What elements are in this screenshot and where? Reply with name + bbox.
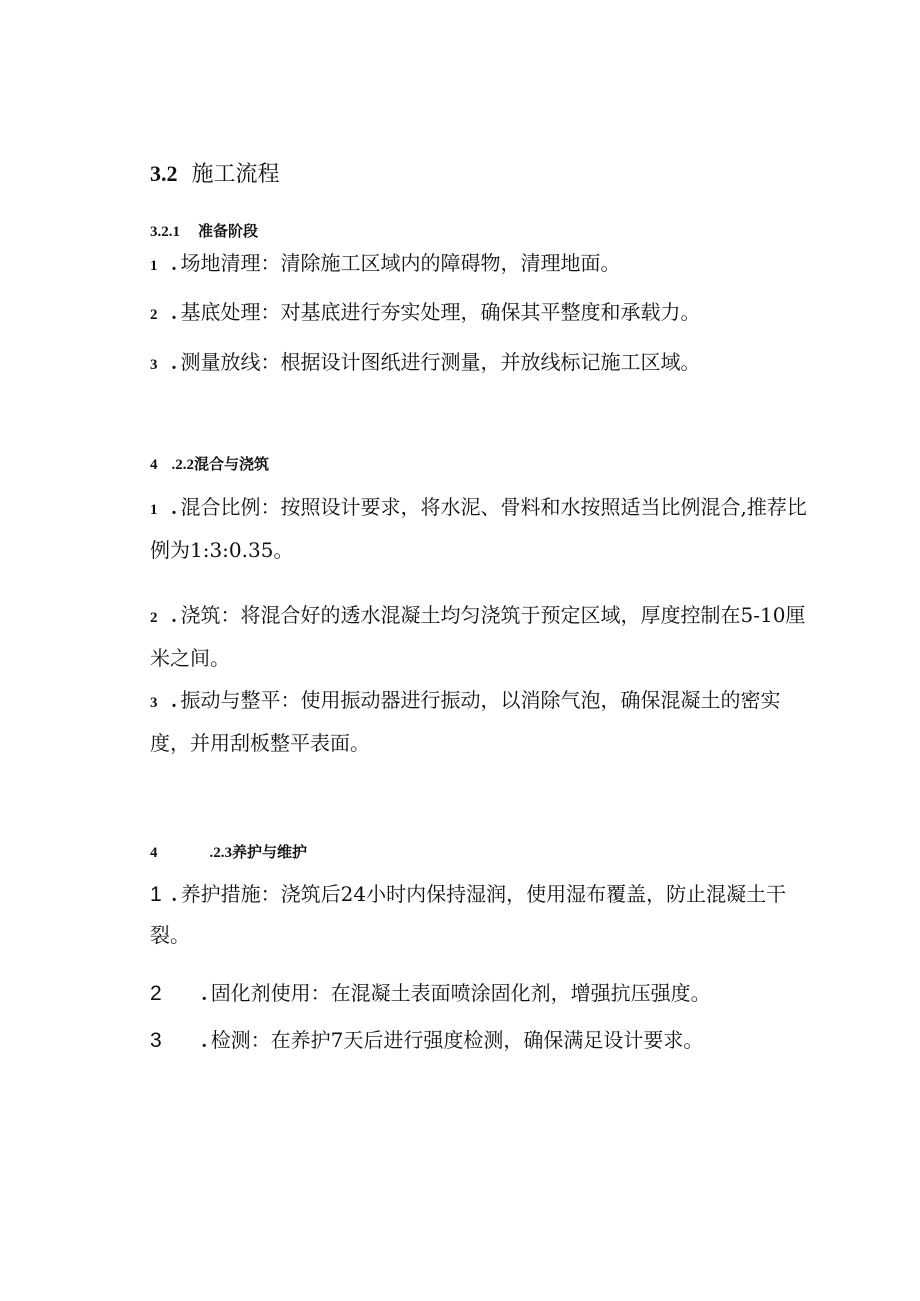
subsection-title: 准备阶段 [198, 222, 259, 240]
item-text: 基底处理：对基底进行夯实处理，确保其平整度和承载力。 [180, 300, 701, 324]
item-number: 3 [150, 357, 158, 373]
item-text: 测量放线：根据设计图纸进行测量，并放线标记施工区域。 [180, 350, 701, 374]
list-item: 2 . 基底处理：对基底进行夯实处理，确保其平整度和承载力。 [150, 299, 701, 328]
subsection-number: 4 [150, 845, 158, 861]
item-text: 固化剂使用：在混凝土表面喷涂固化剂，增强抗压强度。 [210, 981, 711, 1005]
list-item: 1 . 养护措施：浇筑后24小时内保持湿润，使用湿布覆盖，防止混凝土干裂。 [150, 874, 814, 955]
list-item: 1 . 场地清理：清除施工区域内的障碍物，清理地面。 [150, 250, 621, 279]
subsection-heading-curing [150, 840, 307, 865]
subsection-number: 3.2.1 [150, 224, 180, 240]
item-text: 检测：在养护7天后进行强度检测，确保满足设计要求。 [210, 1028, 704, 1052]
subsection-title: 混合与浇筑 [194, 455, 270, 473]
item-number: 3 [150, 1029, 162, 1052]
subsection-title: 养护与维护 [232, 843, 308, 861]
section-number: 3.2 [150, 161, 178, 186]
item-text: 振动与整平：使用振动器进行振动，以消除气泡，确保混凝土的密实度，并用刮板整平表面。 [150, 688, 781, 755]
list-item: 2 . 浇筑：将混合好的透水混凝土均匀浇筑于预定区域，厚度控制在5-10厘米之间。 [150, 595, 814, 678]
list-item: 3 . 振动与整平：使用振动器进行振动，以消除气泡，确保混凝土的密实度，并用刮板整平表面。 [150, 680, 814, 763]
item-text: 浇筑：将混合好的透水混凝土均匀浇筑于预定区域，厚度控制在5-10厘米之间。 [150, 603, 806, 670]
subsection-heading-prep [150, 219, 258, 244]
item-number: 1 [150, 883, 162, 906]
section-title: 施工流程 [191, 162, 280, 187]
item-text: 养护措施：浇筑后24小时内保持湿润，使用湿布覆盖，防止混凝土干裂。 [150, 882, 787, 947]
item-number: 2 [150, 610, 158, 626]
item-number: 1 [150, 502, 158, 518]
subsection-number: 4 [150, 457, 158, 473]
item-text: 场地清理：清除施工区域内的障碍物，清理地面。 [180, 251, 621, 275]
item-text: 混合比例：按照设计要求，将水泥、骨料和水按照适当比例混合,推荐比例为1:3:0.35。 [150, 495, 807, 562]
item-number: 2 [150, 307, 158, 323]
list-item: 3 . 检测：在养护7天后进行强度检测，确保满足设计要求。 [150, 1028, 704, 1052]
subsection-heading-mix [150, 452, 269, 477]
list-item: 1 . 混合比例：按照设计要求，将水泥、骨料和水按照适当比例混合,推荐比例为1:3:0.35。 [150, 487, 814, 570]
list-item: 2 . 固化剂使用：在混凝土表面喷涂固化剂，增强抗压强度。 [150, 981, 711, 1005]
section-heading [150, 158, 280, 191]
item-number: 3 [150, 695, 158, 711]
item-number: 1 [150, 258, 158, 274]
item-number: 2 [150, 982, 162, 1005]
list-item: 3 . 测量放线：根据设计图纸进行测量，并放线标记施工区域。 [150, 349, 701, 378]
subsection-number-suffix: .2.2 [171, 457, 194, 473]
subsection-number-suffix: .2.3 [209, 845, 232, 861]
